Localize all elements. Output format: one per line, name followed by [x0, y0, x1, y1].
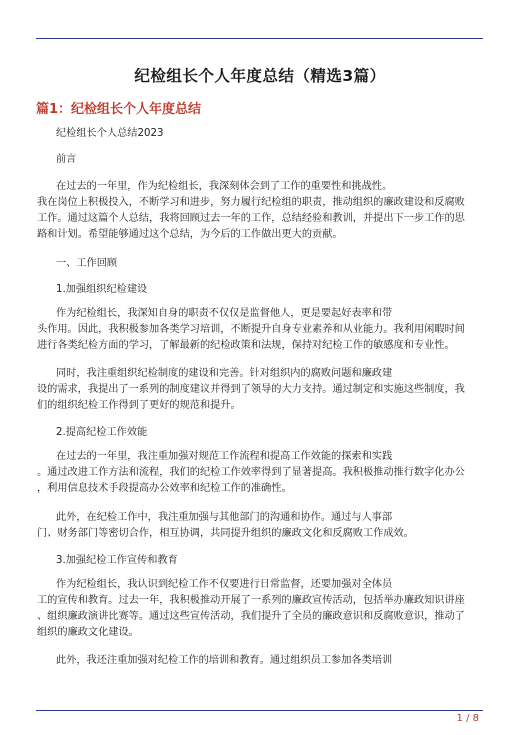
subsection-heading: 1.加强组织纪检建设 [56, 284, 148, 295]
paragraph-line: 设的需求，我提出了一系列的制度建议并得到了领导的大力支持。通过制定和实施这些制度，我 [37, 384, 465, 395]
paragraph-line: 们的组织纪检工作得到了更好的规范和提升。 [37, 400, 241, 411]
paragraph-line: 在过去的一年里，我注重加强对规范工作流程和提高工作效能的探索和实践 [56, 451, 393, 462]
subsection-heading: 3.加强纪检工作宣传和教育 [56, 555, 178, 566]
paragraph-line: 我在岗位上积极投入，不断学习和进步，努力履行纪检组的职责，推动组织的廉政建设和反腐败 [37, 197, 465, 208]
paragraph-line: 门、财务部门等密切合作，相互协调，共同提升组织的廉政文化和反腐败工作成效。 [37, 528, 414, 539]
paragraph-line: 。通过改进工作方法和流程，我们的纪检工作效率得到了显著提高。我积极推动推行数字化办公 [37, 467, 465, 478]
paragraph-line: 此外，在纪检工作中，我注重加强与其他部门的沟通和协作。通过与人事部 [56, 512, 393, 523]
paragraph-line: 进行各类纪检方面的学习，了解最新的纪检政策和法规，保持对纪检工作的敏感度和专业性。 [37, 340, 455, 351]
paragraph-line: 组织的廉政文化建设。 [37, 627, 139, 638]
preface-label: 前言 [56, 154, 77, 165]
paragraph-line: 路和计划。希望能够通过这个总结，为今后的工作做出更大的贡献。 [37, 229, 343, 240]
paragraph-line: 此外，我还注重加强对纪检工作的培训和教育。通过组织员工参加各类培训 [56, 655, 393, 666]
paragraph-line: 同时，我注重组织纪检制度的建设和完善。针对组织内的腐败问题和廉政建 [56, 368, 393, 379]
header-rule [36, 38, 483, 39]
footer-rule [36, 710, 483, 711]
paragraph-line: ，利用信息技术手段提高办公效率和纪检工作的准确性。 [37, 483, 292, 494]
paragraph-line: 在过去的一年里，作为纪检组长，我深刻体会到了工作的重要性和挑战性。 [56, 181, 393, 192]
subsection-heading: 2.提高纪检工作效能 [56, 427, 148, 438]
document-title: 纪检组长个人年度总结（精选3篇） [134, 67, 386, 85]
paragraph-line: 工的宣传和教育。过去一年，我积极推动开展了一系列的廉政宣传活动，包括举办廉政知识讲座 [37, 595, 465, 606]
page-number: 1 / 8 [456, 713, 479, 724]
doc-heading: 纪检组长个人总结2023 [56, 128, 164, 139]
section-heading: 一、工作回顾 [56, 258, 118, 269]
paragraph-line: 工作。通过这篇个人总结，我将回顾过去一年的工作，总结经验和教训，并提出下一步工作的思 [37, 213, 465, 224]
paragraph-line: 作为纪检组长，我认识到纪检工作不仅要进行日常监督，还要加强对全体员 [56, 579, 393, 590]
paragraph-line: 头作用。因此，我积极参加各类学习培训，不断提升自身专业素养和从业能力。我利用闲暇时间 [37, 324, 465, 335]
paragraph-line: 作为纪检组长，我深知自身的职责不仅仅是监督他人，更是要起好表率和带 [56, 308, 393, 319]
section-subtitle: 篇1：纪检组长个人年度总结 [36, 102, 202, 117]
paragraph-line: 、组织廉政演讲比赛等。通过这些宣传活动，我们提升了全员的廉政意识和反腐败意识，推动了 [37, 611, 465, 622]
